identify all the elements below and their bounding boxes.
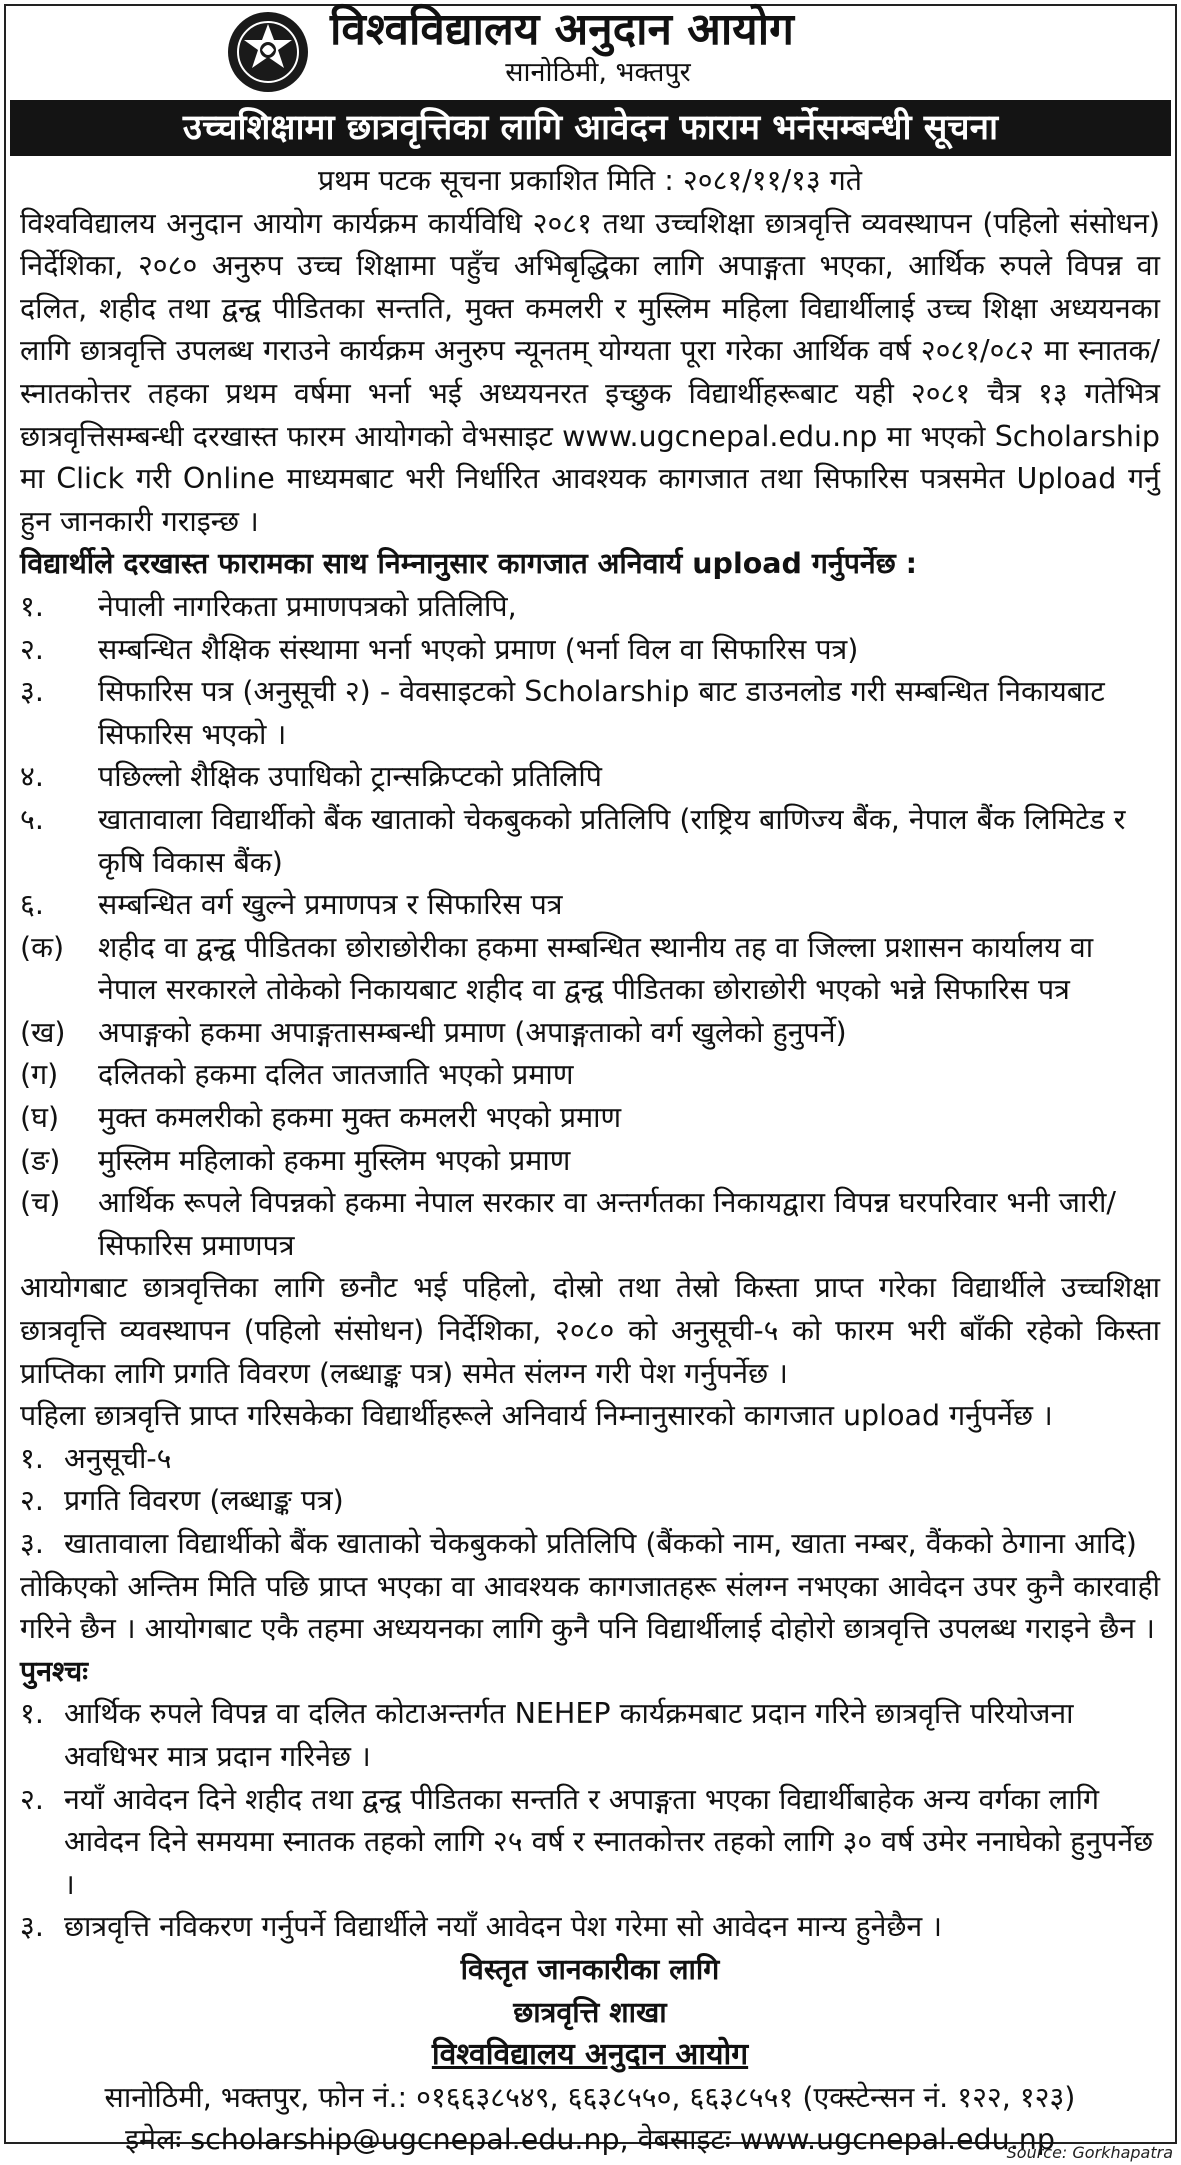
list-item <box>20 1693 1160 1778</box>
notice-title-banner: उच्चशिक्षामा छात्रवृत्तिका लागि आवेदन फाराम भर्नेसम्बन्धी सूचना <box>10 100 1171 156</box>
published-date: प्रथम पटक सूचना प्रकाशित मिति : २०८१/११/१३ गते <box>317 164 863 197</box>
item-text: अपाङ्गको हकमा अपाङ्गतासम्बन्धी प्रमाण (अपाङ्गताको वर्ग खुलेको हुनुपर्ने) <box>98 1015 847 1049</box>
documents-list <box>20 586 1160 1268</box>
intro-paragraph: विश्वविद्यालय अनुदान आयोग कार्यक्रम कार्यविधि २०८१ तथा उच्चशिक्षा छात्रवृत्ति व्यवस्थापन (पहिलो संसोधन) निर्देशिका, २०८० अनुरुप उच्च शिक्षामा पहुँच अभिबृद्धिका लागि अपाङ्गता भएका, आर्थिक रुपले विपन्न वा दलित, शहीद तथा द्वन्द्व पीडितका सन्तति, मुक्त कमलरी र मुस्लिम महिला विद्यार्थीलाई उच्च शिक्षा अध्ययनका लागि छात्रवृत्ति उपलब्ध गराउने कार्यक्रम अनुरुप न्यूनतम् योग्यता पूरा गरेका आर्थिक वर्ष २०८१/०८२ मा स्नातक/स्नातकोत्तर तहका प्रथम वर्षमा भर्ना भई अध्ययनरत इच्छुक विद्यार्थीहरूबाट यही २०८१ चैत्र १३ गतेभित्र छात्रवृत्तिसम्बन्धी दरखास्त फारम आयोगको वेभसाइट www.ugcnepal.edu.np मा भएको Scholarship मा Click गरी Online माध्यमबाट भरी निर्धारित आवश्यक कागजात तथा सिफारिस पत्रसमेत Upload गर्नु हुन जानकारी गराइन्छ । <box>20 206 1160 538</box>
item-number: ३. <box>20 675 44 709</box>
item-text: नेपाली नागरिकता प्रमाणपत्रको प्रतिलिपि, <box>98 589 517 623</box>
list-item <box>20 1480 1160 1523</box>
list-item <box>20 884 1160 927</box>
renewal-heading: पहिला छात्रवृत्ति प्राप्त गरिसकेका विद्यार्थीहरूले अनिवार्य निम्नानुसारको कागजात upload गर्नुपर्नेछ । <box>20 1399 1053 1433</box>
postscript-label: पुनश्चः <box>20 1654 88 1688</box>
signoff-section: छात्रवृत्ति शाखा <box>513 1995 667 2029</box>
list-item <box>20 1906 1160 1949</box>
ugc-emblem-icon <box>226 10 310 94</box>
item-text: दलितको हकमा दलित जातजाति भएको प्रमाण <box>98 1058 574 1092</box>
item-number: ५. <box>20 802 44 836</box>
list-item <box>20 1054 1160 1097</box>
item-number: (ङ) <box>20 1143 61 1177</box>
item-number: २. <box>20 1484 44 1518</box>
item-text: सम्बन्धित शैक्षिक संस्थामा भर्ना भएको प्रमाण (भर्ना विल वा सिफारिस पत्र) <box>98 632 859 666</box>
list-item <box>20 586 1160 629</box>
item-number: ३. <box>20 1910 44 1944</box>
item-text: मुक्त कमलरीको हकमा मुक्त कमलरी भएको प्रमाण <box>98 1101 622 1135</box>
renewal-paragraph: आयोगबाट छात्रवृत्तिका लागि छनौट भई पहिलो, दोस्रो तथा तेस्रो किस्ता प्राप्त गरेका विद्यार्थीले उच्चशिक्षा छात्रवृत्ति व्यवस्थापन (पहिलो संसोधन) निर्देशिका, २०८० को अनुसूची-५ को फारम भरी बाँकी रहेको किस्ता प्राप्तिका लागि प्रगति विवरण (लब्धाङ्क पत्र) समेत संलग्न गरी पेश गर्नुपर्नेछ । <box>20 1271 1160 1390</box>
item-number: ४. <box>20 760 44 794</box>
contact-line: सानोठिमी, भक्तपुर, फोन नं.: ०१६६३८५४९, ६६३८५५०, ६६३८५५१ (एक्स्टेन्सन नं. १२२, १२३) <box>104 2080 1076 2114</box>
item-text: आर्थिक रुपले विपन्न वा दलित कोटाअन्तर्गत NEHEP कार्यक्रमबाट प्रदान गरिने छात्रवृत्ति परियोजना अवधिभर मात्र प्रदान गरिनेछ । <box>64 1697 1074 1773</box>
signoff-info-line: विस्तृत जानकारीका लागि <box>460 1952 720 1986</box>
item-text: मुस्लिम महिलाको हकमा मुस्लिम भएको प्रमाण <box>98 1143 571 1177</box>
item-number: (ग) <box>20 1058 59 1092</box>
organization-title: विश्वविद्यालय अनुदान आयोग <box>330 4 794 55</box>
list-item <box>20 1523 1160 1566</box>
item-text: आर्थिक रूपले विपन्नको हकमा नेपाल सरकार वा अन्तर्गतका निकायद्वारा विपन्न घरपरिवार भनी जारी/सिफारिस प्रमाणपत्र <box>98 1186 1116 1262</box>
item-number: (क) <box>20 930 65 964</box>
item-number: ३. <box>20 1527 44 1560</box>
item-number: १. <box>20 1697 44 1731</box>
list-item <box>20 1779 1160 1907</box>
item-text: सिफारिस पत्र (अनुसूची २) - वेवसाइटको Scholarship बाट डाउनलोड गरी सम्बन्धित निकायबाट सिफारिस भएको । <box>98 675 1105 751</box>
email-web-line: इमेलः scholarship@ugcnepal.edu.np, वेबसाइटः www.ugcnepal.edu.np <box>125 2123 1055 2157</box>
source-credit: Source: Gorkhapatra <box>1006 2143 1173 2162</box>
item-text: खातावाला विद्यार्थीको बैंक खाताको चेकबुकको प्रतिलिपि (बैंकको नाम, खाता नम्बर, वैंकको ठेगाना आदि) <box>64 1527 1137 1560</box>
list-item <box>20 927 1160 1012</box>
signoff-organization: विश्वविद्यालय अनुदान आयोग <box>431 2037 749 2073</box>
item-text: खातावाला विद्यार्थीको बैंक खाताको चेकबुकको प्रतिलिपि (राष्ट्रिय बाणिज्य बैंक, नेपाल बैंक लिमिटेड र कृषि विकास बैंक) <box>98 802 1126 879</box>
list-item <box>20 1140 1160 1183</box>
signoff <box>20 1949 1160 2162</box>
item-number: (घ) <box>20 1101 60 1135</box>
item-number: (च) <box>20 1186 61 1220</box>
item-text: छात्रवृत्ति नविकरण गर्नुपर्ने विद्यार्थीले नयाँ आवेदन पेश गरेमा सो आवेदन मान्य हुनेछैन । <box>64 1910 943 1944</box>
item-number: ६. <box>20 888 44 922</box>
list-item <box>20 629 1160 672</box>
list-item <box>20 1438 1160 1481</box>
list-item <box>20 1182 1160 1267</box>
notice-body <box>20 160 1160 2162</box>
header <box>0 0 1181 96</box>
documents-heading: विद्यार्थीले दरखास्त फारामका साथ निम्नानुसार कागजात अनिवार्य upload गर्नुपर्नेछ : <box>20 547 918 581</box>
item-text: अनुसूची-५ <box>64 1441 172 1475</box>
item-number: २. <box>20 1782 44 1816</box>
warning-paragraph: तोकिएको अन्तिम मिति पछि प्राप्त भएका वा आवश्यक कागजातहरू संलग्न नभएका आवेदन उपर कुनै कारवाही गरिने छैन । आयोगबाट एकै तहमा अध्ययनका लागि कुनै पनि विद्यार्थीलाई दोहोरो छात्रवृत्ति उपलब्ध गराइने छैन । <box>20 1569 1160 1646</box>
postscript-list <box>20 1693 1160 1949</box>
item-text: पछिल्लो शैक्षिक उपाधिको ट्रान्सक्रिप्टको प्रतिलिपि <box>98 760 602 794</box>
item-number: १. <box>20 1441 44 1475</box>
item-text: सम्बन्धित वर्ग खुल्ने प्रमाणपत्र र सिफारिस पत्र <box>98 888 563 922</box>
list-item <box>20 1012 1160 1055</box>
item-number: (ख) <box>20 1015 66 1049</box>
item-text: नयाँ आवेदन दिने शहीद तथा द्वन्द्व पीडितका सन्तति र अपाङ्गता भएका विद्यार्थीबाहेक अन्य वर्गका लागि आवेदन दिने समयमा स्नातक तहको लागि २५ वर्ष र स्नातकोत्तर तहको लागि ३० वर्ष उमेर ननाघेको हुनुपर्नेछ । <box>64 1782 1154 1901</box>
item-text: शहीद वा द्वन्द्व पीडितका छोराछोरीका हकमा सम्बन्धित स्थानीय तह वा जिल्ला प्रशासन कार्यालय वा नेपाल सरकारले तोकेको निकायबाट शहीद वा द्वन्द्व पीडितका छोराछोरी भएको भन्ने सिफारिस पत्र <box>98 930 1094 1007</box>
item-number: १. <box>20 589 44 623</box>
list-item <box>20 799 1160 884</box>
renewal-documents-list <box>20 1438 1160 1566</box>
item-text: प्रगति विवरण (लब्धाङ्क पत्र) <box>64 1484 344 1518</box>
list-item <box>20 756 1160 799</box>
list-item <box>20 1097 1160 1140</box>
organization-address: सानोठिमी, भक्तपुर <box>505 57 691 88</box>
item-number: २. <box>20 632 44 666</box>
list-item <box>20 671 1160 756</box>
